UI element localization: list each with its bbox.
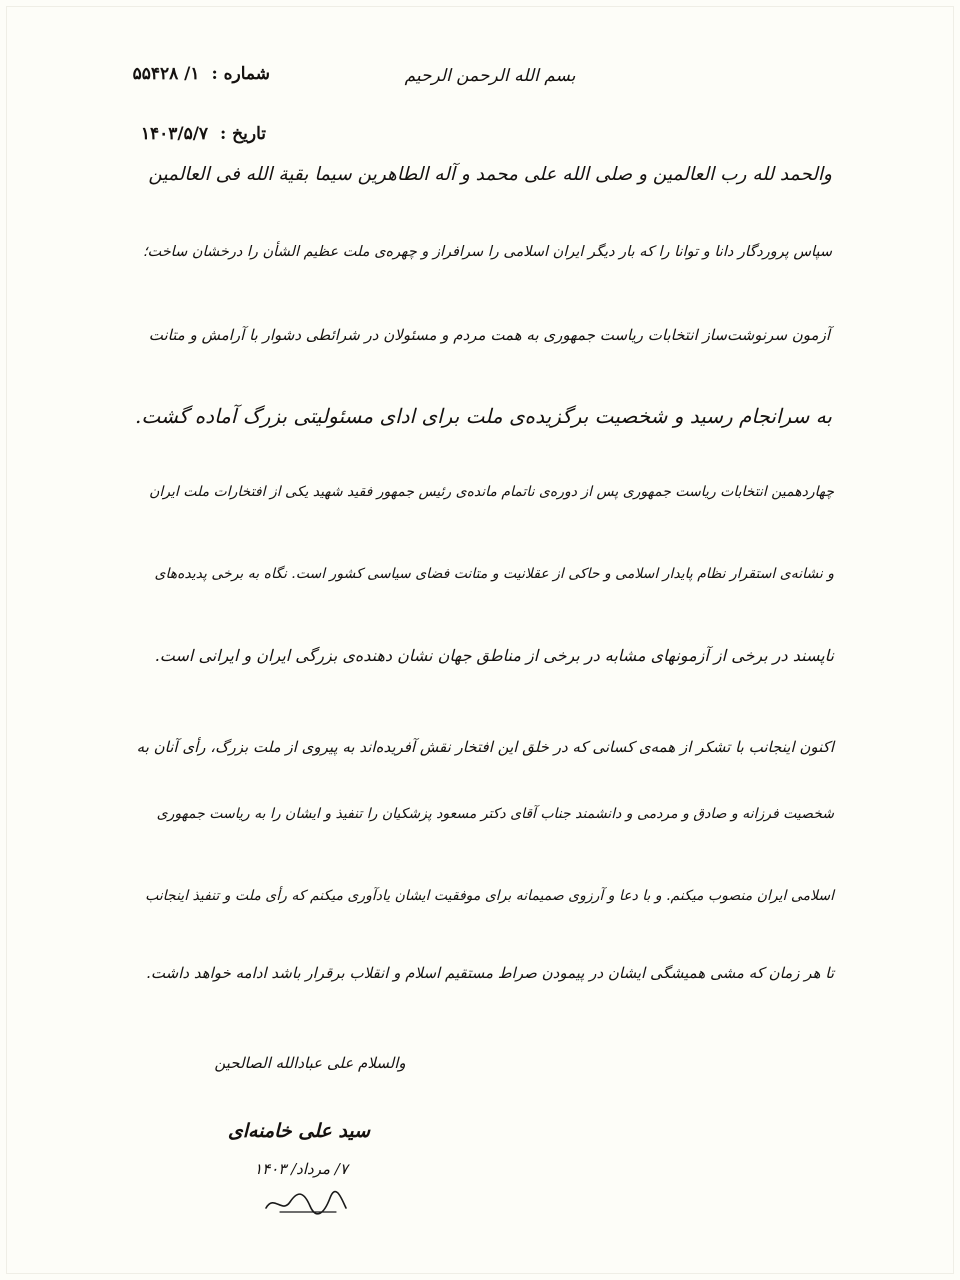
signature-date: ۷/ مرداد/ ۱۴۰۳ (254, 1160, 348, 1178)
body-line-6: و نشانه‌ی استقرار نظام پایدار اسلامی و حاکی از عقلانیت و متانت فضای سیاسی کشور است. نگاه به برخی پدیده‌های (154, 566, 834, 582)
body-line-7: ناپسند در برخی از آزمونهای مشابه در برخی از مناطق جهان نشان دهنده‌ی بزرگی ایران و ایرانی است. (154, 646, 834, 665)
handwritten-signature-icon (260, 1180, 350, 1220)
closing-salutation: والسلام علی عبادالله الصالحین (214, 1054, 406, 1072)
body-line-1: والحمد لله رب العالمین و صلی الله علی محمد و آله الطاهرین سیما بقیة الله فی العالمین (148, 164, 832, 185)
bismillah-heading: بسم الله الرحمن الرحیم (404, 66, 576, 86)
letter-number-label: شماره : (211, 64, 270, 84)
body-line-9: شخصیت فرزانه و صادق و مردمی و دانشمند جناب آقای دکتر مسعود پزشکیان را تنفیذ و ایشان را به ریاست جمهوری (156, 806, 834, 822)
body-line-2: سپاس پروردگار دانا و توانا را که بار دیگر ایران اسلامی را سرافراز و چهره‌ی ملت عظیم الشأن را درخشان ساخت؛ (142, 244, 832, 260)
letter-date (141, 124, 266, 144)
letter-date-value: ۱۴۰۳/۵/۷ (140, 124, 209, 144)
letter-date-label: تاریخ : (219, 124, 266, 144)
letter-number (133, 64, 270, 84)
letter-number-value: ۱/ ۵۵۴۲۸ (132, 64, 200, 84)
body-line-3: آزمون سرنوشت‌ساز انتخابات ریاست جمهوری به همت مردم و مسئولان در شرائطی دشوار با آرامش و متانت (148, 326, 830, 344)
body-line-5: چهاردهمین انتخابات ریاست جمهوری پس از دوره‌ی ناتمام مانده‌ی رئیس جمهور فقید شهید یکی از افتخارات ملت ایران (149, 484, 834, 500)
body-line-10: اسلامی ایران منصوب میکنم. و با دعا و آرزوی صمیمانه برای موفقیت ایشان یادآوری میکنم که رأی ملت و تنفیذ اینجانب (145, 888, 834, 904)
paper-border (6, 6, 954, 1274)
signatory-name: سید علی خامنه‌ای (227, 1120, 370, 1142)
body-line-4: به سرانجام رسید و شخصیت برگزیده‌ی ملت برای ادای مسئولیتی بزرگ آماده گشت. (134, 404, 832, 428)
body-line-8: اکنون اینجانب با تشکر از همه‌ی کسانی که در خلق این افتخار نقش آفریده‌اند به پیروی از ملت بزرگ، رأی آنان به (136, 738, 834, 756)
body-line-11: تا هر زمان که مشی همیشگی ایشان در پیمودن صراط مستقیم اسلام و انقلاب برقرار باشد ادامه خواهد داشت. (146, 964, 834, 982)
